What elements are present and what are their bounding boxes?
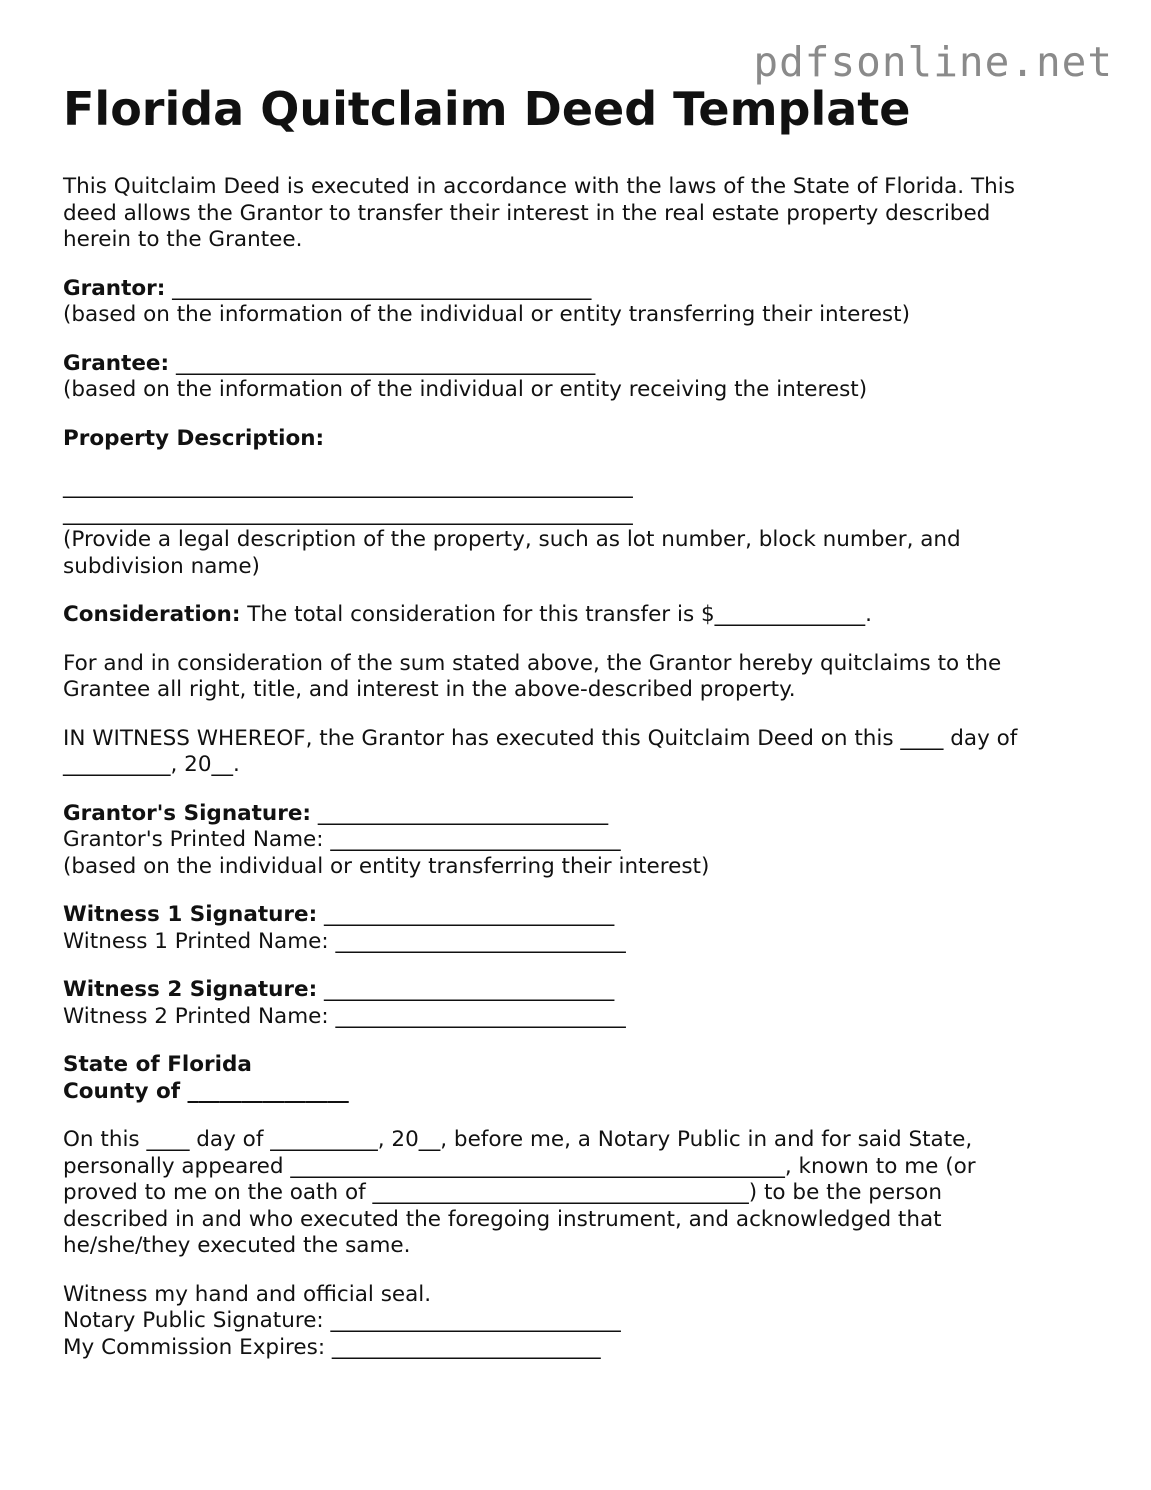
- seal-line: Witness my hand and official seal.: [63, 1281, 432, 1307]
- witness2-signature-line: [63, 977, 1073, 1004]
- commission-expires-line: My Commission Expires: _________________________: [63, 1334, 601, 1360]
- grantor-blank: _______________________________________: [165, 275, 592, 301]
- grantor-signature-section: [63, 801, 1073, 881]
- grantee-line: [63, 351, 1073, 378]
- witness1-printed-name: Witness 1 Printed Name: ___________________________: [63, 928, 626, 954]
- intro-line: This Quitclaim Deed is executed in accordance with the laws of the State of Florida. This: [63, 174, 1015, 199]
- grantee-label: Grantee:: [63, 350, 170, 376]
- document-page: [63, 82, 1073, 1383]
- quitclaim-line: Grantee all right, title, and interest in the above-described property.: [63, 677, 796, 702]
- grantor-signature-label: Grantor's Signature:: [63, 800, 312, 826]
- state-heading: State of Florida: [63, 1052, 252, 1077]
- notary-line: proved to me on the oath of ___________________________________) to be the person: [63, 1180, 942, 1205]
- intro-paragraph: [63, 174, 1073, 254]
- property-section: [63, 426, 1073, 581]
- consideration-text: The total consideration for this transfer is $______________.: [240, 602, 872, 627]
- grantee-section: [63, 351, 1073, 404]
- grantor-signature-line: [63, 801, 1073, 828]
- witness1-signature-line: [63, 902, 1073, 929]
- notary-line: he/she/they executed the same.: [63, 1233, 411, 1258]
- intro-line: herein to the Grantee.: [63, 227, 303, 252]
- witness-whereof-line: __________, 20__.: [63, 752, 240, 777]
- grantee-note: (based on the information of the individual or entity receiving the interest): [63, 377, 868, 402]
- grantee-blank: _______________________________________: [169, 350, 596, 376]
- grantor-label: Grantor:: [63, 275, 166, 301]
- witness1-signature-blank: ___________________________: [317, 902, 615, 927]
- quitclaim-paragraph: [63, 651, 1073, 704]
- witness2-printed-name: Witness 2 Printed Name: ___________________________: [63, 1003, 626, 1029]
- notary-line: personally appeared ______________________________________________, known to me (or: [63, 1153, 976, 1179]
- watermark: pdfsonline.net: [753, 38, 1113, 86]
- grantor-signature-note: (based on the individual or entity transferring their interest): [63, 853, 710, 879]
- witness2-section: [63, 977, 1073, 1030]
- grantor-section: [63, 276, 1073, 329]
- notary-signature-line: Notary Public Signature: ___________________________: [63, 1308, 621, 1333]
- property-note: (Provide a legal description of the property, such as lot number, block number, and: [63, 527, 961, 552]
- grantor-signature-blank: ___________________________: [311, 800, 609, 826]
- property-blank-2: _____________________________________________________: [63, 500, 633, 526]
- property-note: subdivision name): [63, 553, 260, 579]
- property-blank-1: _____________________________________________________: [63, 474, 633, 499]
- intro-line: deed allows the Grantor to transfer their interest in the real estate property described: [63, 200, 991, 226]
- grantor-printed-name: Grantor's Printed Name: ___________________________: [63, 827, 621, 852]
- witness-whereof-paragraph: [63, 726, 1073, 779]
- witness2-signature-label: Witness 2 Signature:: [63, 977, 318, 1002]
- document-title: Florida Quitclaim Deed Template: [63, 82, 911, 136]
- notary-line: On this ____ day of __________, 20__, before me, a Notary Public in and for said State,: [63, 1127, 973, 1152]
- venue-section: [63, 1052, 1073, 1105]
- grantor-line: [63, 276, 1073, 303]
- witness-whereof-line: IN WITNESS WHEREOF, the Grantor has executed this Quitclaim Deed on this ____ day of: [63, 725, 1018, 751]
- seal-section: [63, 1282, 1073, 1362]
- notary-line: described in and who executed the foregoing instrument, and acknowledged that: [63, 1206, 942, 1232]
- county-heading: County of _______________: [63, 1078, 349, 1104]
- witness1-section: [63, 902, 1073, 955]
- property-label: Property Description:: [63, 425, 325, 451]
- notary-paragraph: [63, 1127, 1073, 1260]
- witness1-signature-label: Witness 1 Signature:: [63, 902, 318, 927]
- consideration-label: Consideration:: [63, 602, 241, 627]
- consideration-section: [63, 602, 1073, 629]
- quitclaim-line: For and in consideration of the sum stated above, the Grantor hereby quitclaims to the: [63, 650, 1002, 676]
- grantor-note: (based on the information of the individual or entity transferring their interest): [63, 302, 910, 327]
- witness2-signature-blank: ___________________________: [317, 977, 615, 1002]
